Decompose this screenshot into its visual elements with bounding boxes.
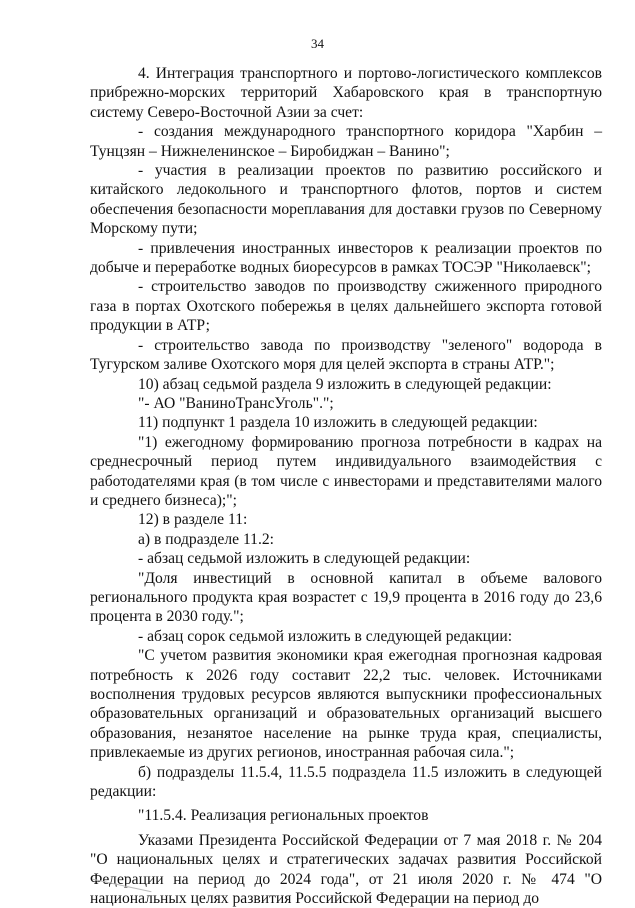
paragraph: 11) подпункт 1 раздела 10 изложить в следующей редакции:: [138, 414, 538, 432]
paragraph: - создания международного транспортного коридора "Харбин – Тунцзян – Нижнеленинское – Биробиджан – Ванино";: [90, 123, 602, 160]
paragraph: "- АО "ВаниноТрансУголь".";: [138, 394, 334, 412]
paragraph: Указами Президента Российской Федерации от 7 мая 2018 г. № 204 "О национальных целях и стратегических задачах развития Российской Федерации на период до 2024 года", от 21 июля 2020 г. № 474 "О национальных целях развития Российской Федерации на период до: [90, 831, 602, 908]
paragraph: "1) ежегодному формированию прогноза потребности в кадрах на среднесрочный период путем индивидуального взаимодействия с работодателями края (в том числе с инвесторами и представителями малого и среднего бизнеса);";: [90, 433, 602, 509]
paragraph: а) в подразделе 11.2:: [138, 530, 274, 548]
paragraph: - строительство завода по производству "зеленого" водорода в Тугурском заливе Охотского моря для целей экспорта в страны АТР.";: [90, 336, 602, 374]
paragraph: 10) абзац седьмой раздела 9 изложить в следующей редакции:: [138, 375, 552, 393]
paragraph: "Доля инвестиций в основной капитал в объеме валового регионального продукта края возрастет с 19,9 процента в 2016 году до 23,6 процента в 2030 году.";: [90, 569, 602, 626]
paragraph: - привлечения иностранных инвесторов к реализации проектов по добыче и переработке водных биоресурсов в рамках ТОСЭР "Николаевск";: [90, 239, 602, 277]
page-number: 34: [311, 36, 324, 51]
paragraph: - участия в реализации проектов по развитию российского и китайского ледокольного и транспортного флотов, портов и систем обеспечения безопасности мореплавания для доставки грузов по Северному Морскому пути;: [90, 162, 602, 238]
document-body: [90, 64, 602, 908]
paragraph: 12) в разделе 11:: [138, 511, 248, 529]
paragraph: 4. Интеграция транспортного и портово-логистического комплексов прибрежно-морских территорий Хабаровского края в транспортную систему Северо-Восточной Азии за счет:: [90, 65, 602, 121]
paragraph: б) подразделы 11.5.4, 11.5.5 подраздела 11.5 изложить в следующей редакции:: [90, 763, 602, 801]
paragraph: "С учетом развития экономики края ежегодная прогнозная кадровая потребность к 2026 году составит 22,2 тыс. человек. Источниками восполнения трудовых ресурсов являются выпускники профессиональных образовательных организаций и образовательных организаций высшего образования, незанятое население на рынке труда края, специалисты, привлекаемые из других регионов, иностранная рабочая сила.";: [90, 647, 602, 762]
paragraph: - абзац седьмой изложить в следующей редакции:: [138, 550, 471, 568]
paragraph: - строительство заводов по производству сжиженного природного газа в портах Охотского побережья в целях дальнейшего экспорта готовой продукции в АТР;: [90, 278, 602, 335]
paragraph: - абзац сорок седьмой изложить в следующей редакции:: [138, 627, 513, 645]
section-heading: "11.5.4. Реализация региональных проектов: [138, 807, 429, 825]
